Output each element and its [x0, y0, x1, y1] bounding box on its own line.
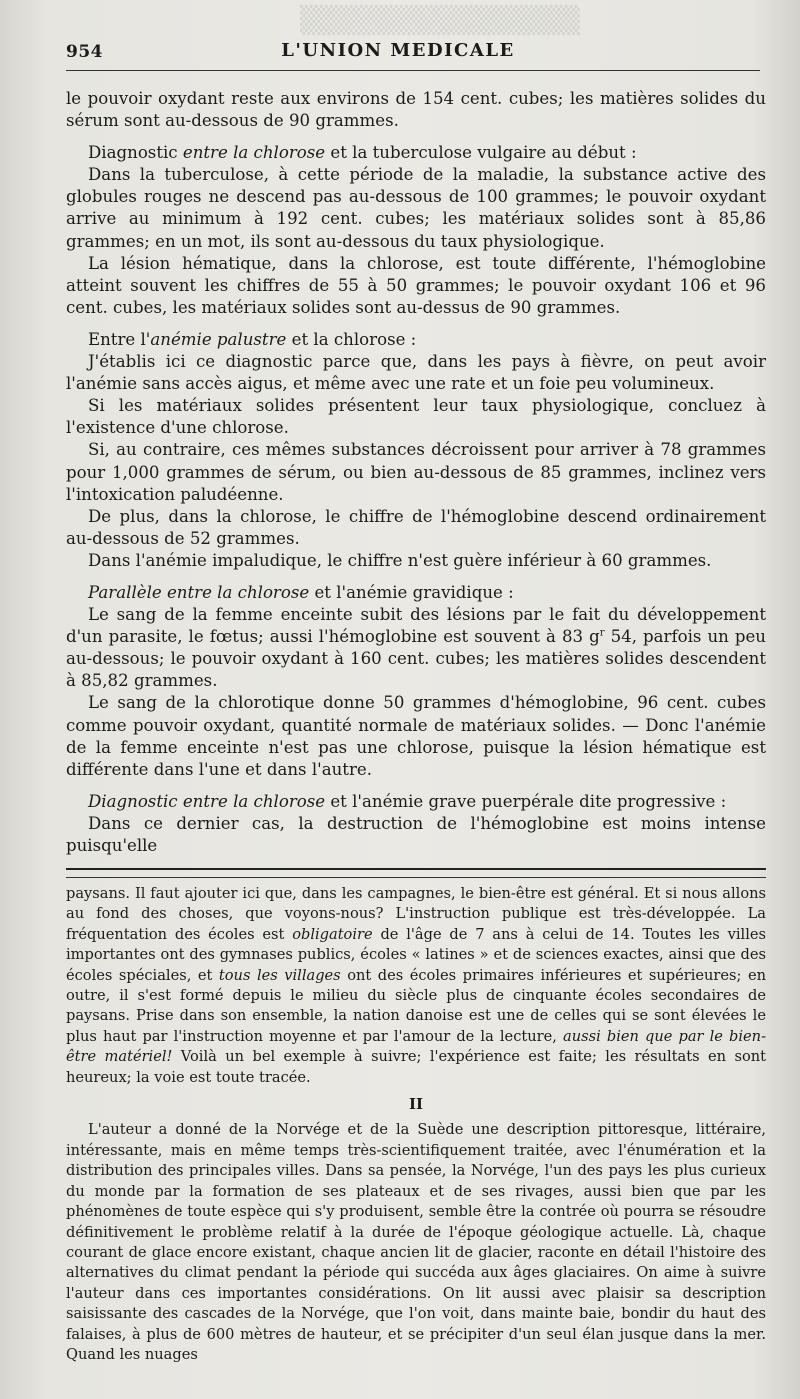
paragraph: Si les matériaux solides présentent leur taux physiologique, concluez à l'existence d'une chlorose. [66, 396, 766, 438]
main-text [66, 88, 766, 857]
page-number: 954 [66, 42, 103, 62]
paragraph: L'auteur a donné de la Norvége et de la Suède une description pittoresque, littéraire, intéressante, mais en même temps très-scientifiquement traitée, avec l'énumération et la distribution des principales villes. Dans sa pensée, la Norvége, l'un des pays les plus curieux du monde par la formation de ses plateaux et de ses rivages, aussi bien que par les phénomènes de toute espèce qui s'y produisent, semble être la contrée où pourra se résoudre définitivement le problème relatif à la durée de l'époque géologique actuelle. Là, chaque courant de glace encore existant, chaque ancien lit de glacier, raconte en détail l'histoire des alternatives du climat pendant la période qui succéda aux âges glaciaires. On aime à suivre l'auteur dans ces importantes considérations. On lit aussi avec plaisir sa description saisissante des cascades de la Norvége, que l'on voit, dans mainte baie, bondir du haut des falaises, à plus de 600 mètres de hauteur, et se précipiter d'un seul élan jusque dans la mer. Quand les nuages [66, 1121, 766, 1363]
page-header [66, 40, 760, 71]
feuilleton-text [66, 884, 766, 1365]
section-number: II [408, 1095, 424, 1114]
subheading: Diagnostic entre la chlorose et l'anémie grave puerpérale dite progressive : [88, 791, 727, 811]
paragraph: Le sang de la femme enceinte subit des lésions par le fait du développement d'un parasite, le fœtus; aussi l'hémoglobine est souvent à 83 $g^r$ 54, parfois un peu au-dessous; le pouvoir oxydant à 160 cent. cubes; les matières solides descendent à 85,82 grammes. [66, 605, 766, 691]
subheading: Parallèle entre la chlorose et l'anémie gravidique : [88, 582, 514, 602]
show-through-bleed: ▒▒▒▒▒▒▒▒▒▒▒▒▒▒ [300, 6, 580, 36]
paragraph: Si, au contraire, ces mêmes substances décroissent pour arriver à 78 grammes pour 1,000 grammes de sérum, ou bien au-dessous de 85 grammes, inclinez vers l'intoxication paludéenne. [66, 440, 766, 504]
paragraph: De plus, dans la chlorose, le chiffre de l'hémoglobine descend ordinairement au-dessous de 52 grammes. [66, 506, 766, 548]
paragraph: La lésion hématique, dans la chlorose, est toute différente, l'hémoglobine atteint souvent les chiffres de 55 à 50 grammes; le pouvoir oxydant 106 et 96 cent. cubes, les matériaux solides sont au-dessus de 90 grammes. [66, 253, 766, 317]
paragraph: Dans ce dernier cas, la destruction de l'hémoglobine est moins intense puisqu'elle [66, 813, 766, 855]
paragraph: paysans. Il faut ajouter ici que, dans les campagnes, le bien-être est général. Et si nous allons au fond des choses, que voyons-nous? L'instruction publique est très-développée. La fréquentation des écoles est obligatoire de l'âge de 7 ans à celui de 14. Toutes les villes importantes ont des gymnases publics, écoles « latines » et de sciences exactes, ainsi que des écoles spéciales, et tous les villages ont des écoles primaires inférieures et supérieures; en outre, il s'est formé depuis le milieu du siècle plus de cinquante écoles secondaires de paysans. Prise dans son ensemble, la nation danoise est une de celles qui se sont élevées le plus haut par l'instruction moyenne et par l'amour de la lecture, aussi bien que par le bien-être matériel! Voilà un bel exemple à suivre; l'expérience est faite; les résultats en sont heureux; la voie est toute tracée. [66, 885, 766, 1086]
paragraph: Dans la tuberculose, à cette période de la maladie, la substance active des globules rouges ne descend pas au-dessous de 100 grammes; le pouvoir oxydant arrive au minimum à 192 cent. cubes; les matériaux solides sont à 85,86 grammes; en un mot, ils sont au-dessous du taux physiologique. [66, 165, 766, 251]
paragraph: J'établis ici ce diagnostic parce que, dans les pays à fièvre, on peut avoir l'anémie sans accès aigus, et même avec une rate et un foie peu volumineux. [66, 352, 766, 394]
paragraph: le pouvoir oxydant reste aux environs de 154 cent. cubes; les matières solides du sérum sont au-dessous de 90 grammes. [66, 89, 766, 131]
paragraph: Le sang de la chlorotique donne 50 grammes d'hémoglobine, 96 cent. cubes comme pouvoir oxydant, quantité normale de matériaux solides. — Donc l'anémie de la femme enceinte n'est pas une chlorose, puisque la lésion hématique est différente dans l'une et dans l'autre. [66, 693, 766, 779]
subheading: Diagnostic entre la chlorose et la tuberculose vulgaire au début : [88, 143, 637, 163]
paragraph: Dans l'anémie impaludique, le chiffre n'est guère inférieur à 60 grammes. [88, 550, 712, 570]
feuilleton-divider [66, 868, 766, 878]
subheading: Entre l'anémie palustre et la chlorose : [88, 329, 417, 349]
running-title: L'UNION MEDICALE [281, 40, 515, 61]
